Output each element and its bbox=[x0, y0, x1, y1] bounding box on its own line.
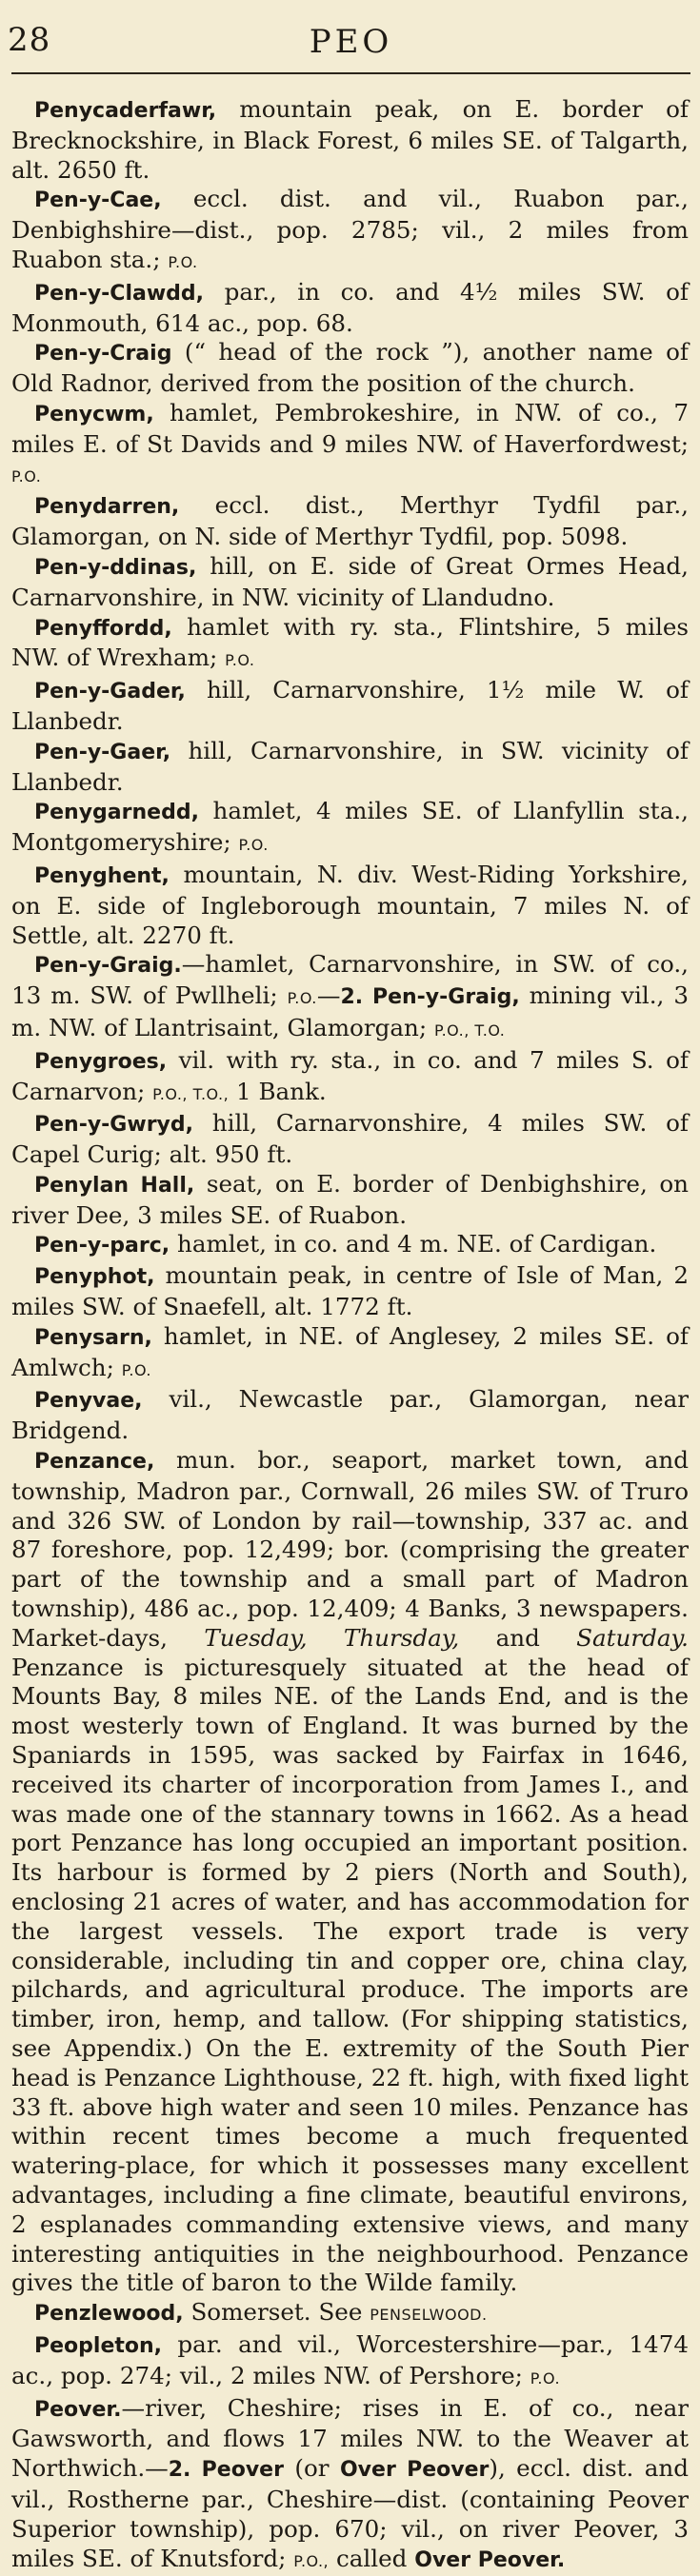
entry-text: ), eccl. dist. and vil., Rostherne par., Cheshire—dist. (containing Peover Superior township), pop. 670; vil., on river Peover, 3 miles SE. of Knutsford; bbox=[11, 2454, 689, 2572]
entry-headword: Pen-y-Clawdd, bbox=[34, 281, 205, 306]
entry-headword: Penzance, bbox=[34, 1450, 155, 1475]
entry-text: P.O., bbox=[293, 2551, 330, 2570]
entry-headword: Pen-y-Gaer, bbox=[34, 740, 171, 764]
entry-text: Saturday. bbox=[576, 1623, 689, 1652]
gazetteer-entry bbox=[11, 278, 689, 339]
gazetteer-entry bbox=[11, 1046, 689, 1110]
entry-headword: Peopleton, bbox=[34, 2333, 163, 2358]
entry-text: mun. bor., seaport, market town, and township, Madron par., Cornwall, 26 miles SW. of Truro and 326 SW. of London by rail—township, 337 ac. and 87 foreshore, pop. 12,499; bor. (comprising the greater part of the township and a small part of Madron township), 486 ac., pop. 12,409; 4 Banks, 3 newspapers. Market-days, bbox=[11, 1446, 689, 1652]
entry-text: seat, on E. border of Denbighshire, on river Dee, 3 miles SE. of Ruabon. bbox=[11, 1169, 690, 1229]
entry-text: P.O. bbox=[121, 1360, 151, 1379]
entry-headword: Penycaderfawr, bbox=[34, 99, 217, 123]
page-title: PEO bbox=[309, 23, 393, 61]
entry-headword: Penyvae, bbox=[34, 1389, 143, 1414]
entry-text: —hamlet, Carnarvonshire, in SW. of co., 13 m. SW. of Pwllheli; bbox=[11, 950, 689, 1010]
entry-headword: Penydarren, bbox=[34, 495, 180, 520]
entry-headword: Pen-y-ddinas, bbox=[34, 555, 197, 580]
gazetteer-entry bbox=[11, 1446, 689, 2298]
gazetteer-entry bbox=[11, 1261, 689, 1322]
entry-text: par., in co. and 4½ miles SW. of Monmouth, 614 ac., pop. 68. bbox=[11, 277, 689, 337]
entry-text: P.O. bbox=[287, 989, 317, 1008]
entry-text: mountain, N. div. West-Riding Yorkshire, on E. side of Ingleborough mountain, 7 miles N. of Settle, alt. 2270 ft. bbox=[11, 860, 689, 949]
entry-headword: 2. Pen-y-Graig, bbox=[340, 985, 520, 1010]
gazetteer-entry bbox=[11, 737, 689, 798]
entry-text: hill, on E. side of Great Ormes Head, Carnarvonshire, in NW. vicinity of Llandudno. bbox=[11, 551, 689, 611]
entry-text: —river, Cheshire; rises in E. of co., near Gawsworth, and flows 17 miles NW. to the Weaver at Northwich.— bbox=[11, 2393, 689, 2483]
entry-text: Somerset. See bbox=[183, 2298, 370, 2327]
entry-headword: Penylan Hall, bbox=[34, 1173, 195, 1198]
gazetteer-entry bbox=[11, 491, 689, 552]
entry-headword: Pen-y-Cae, bbox=[34, 188, 162, 213]
entry-headword: Pen-y-Gader, bbox=[34, 680, 186, 704]
entry-text: — bbox=[316, 981, 341, 1010]
entry-text: mountain peak, in centre of Isle of Man, 2 miles SW. of Snaefell, alt. 1772 ft. bbox=[11, 1261, 689, 1321]
page-header bbox=[8, 0, 690, 69]
gazetteer-entry bbox=[11, 797, 689, 861]
gazetteer-entry bbox=[11, 2394, 689, 2576]
entry-text: P.O., T.O., bbox=[152, 1084, 230, 1103]
entry-headword: Penyphot, bbox=[34, 1265, 155, 1290]
gazetteer-entry bbox=[11, 399, 689, 491]
gazetteer-entry bbox=[11, 950, 689, 1045]
entry-text: called bbox=[329, 2544, 415, 2572]
entry-text: P.O. bbox=[225, 651, 255, 670]
entry-text: Tuesday, Thursday, bbox=[204, 1623, 460, 1652]
entry-headword: Penysarn, bbox=[34, 1325, 152, 1350]
entry-text: hamlet, in co. and 4 m. NE. of Cardigan. bbox=[170, 1230, 657, 1258]
gazetteer-entry bbox=[11, 1170, 689, 1231]
gazetteer-entry bbox=[11, 2330, 689, 2394]
entry-headword: Penyghent, bbox=[34, 863, 170, 888]
entry-text: hamlet, in NE. of Anglesey, 2 miles SE. of Amlwch; bbox=[11, 1321, 689, 1381]
entry-headword: Penycwm, bbox=[34, 402, 154, 426]
entry-text: hamlet, Pembrokeshire, in NW. of co., 7 miles E. of St Davids and 9 miles NW. of Haverfordwest; bbox=[11, 398, 689, 458]
entry-text: mountain peak, on E. border of Brecknockshire, in Black Forest, 6 miles SE. of Talgarth, alt. 2650 ft. bbox=[11, 95, 689, 184]
gazetteer-entry bbox=[11, 1230, 689, 1261]
entry-text: P.O. bbox=[11, 466, 42, 485]
entry-headword: Penzlewood, bbox=[34, 2302, 184, 2327]
entry-text: hill, Carnarvonshire, 1½ mile W. of Llanbedr. bbox=[11, 676, 689, 735]
gazetteer-entry bbox=[11, 95, 689, 185]
gazetteer-entry bbox=[11, 1385, 689, 1446]
entry-text: P.O. bbox=[530, 2368, 561, 2388]
gazetteer-entry bbox=[11, 2298, 689, 2330]
gazetteer-entry bbox=[11, 676, 689, 737]
gazetteer-entry bbox=[11, 861, 689, 950]
gazetteer-entries bbox=[11, 95, 689, 2576]
page-number: 28 bbox=[8, 21, 51, 59]
entry-text: hamlet with ry. sta., Flintshire, 5 miles NW. of Wrexham; bbox=[11, 612, 689, 672]
entry-headword: Penyffordd, bbox=[34, 616, 172, 641]
entry-text: (“ head of the rock ”), another name of Old Radnor, derived from the position of the church. bbox=[11, 338, 689, 398]
entry-headword: Peover. bbox=[34, 2397, 122, 2422]
entry-text: PENSELWOOD. bbox=[370, 2306, 488, 2325]
entry-text: eccl. dist., Merthyr Tydfil par., Glamorgan, on N. side of Merthyr Tydfil, pop. 5098. bbox=[11, 491, 689, 551]
gazetteer-entry bbox=[11, 338, 689, 399]
entry-text: mining vil., 3 m. NW. of Llantrisaint, Glamorgan; bbox=[11, 981, 689, 1041]
entry-text: eccl. dist. and vil., Ruabon par., Denbighshire—dist., pop. 2785; vil., 2 miles from Ruabon sta.; bbox=[11, 185, 689, 273]
entry-text: par. and vil., Worcestershire—par., 1474 ac., pop. 274; vil., 2 miles NW. of Pershore; bbox=[11, 2329, 689, 2389]
entry-headword: Pen-y-Gwryd, bbox=[34, 1113, 193, 1138]
entry-headword: Over Peover bbox=[339, 2458, 490, 2483]
gazetteer-entry bbox=[11, 185, 689, 277]
entry-text: vil. with ry. sta., in co. and 7 miles S. of Carnarvon; bbox=[11, 1045, 689, 1105]
entry-text: (or bbox=[283, 2454, 340, 2483]
entry-text: hamlet, 4 miles SE. of Llanfyllin sta., Montgomeryshire; bbox=[11, 797, 689, 857]
entry-headword: Penygarnedd, bbox=[34, 801, 199, 825]
header-rule bbox=[11, 72, 690, 74]
entry-headword: Pen-y-Graig. bbox=[34, 954, 182, 979]
entry-text: P.O., T.O. bbox=[433, 1020, 506, 1040]
entry-text: hill, Carnarvonshire, 4 miles SW. of Capel Curig; alt. 950 ft. bbox=[11, 1109, 689, 1169]
entry-headword: Over Peover. bbox=[414, 2547, 566, 2572]
entry-headword: 2. Peover bbox=[168, 2458, 284, 2483]
entry-text: and bbox=[459, 1623, 577, 1652]
entry-headword: Pen-y-parc, bbox=[34, 1234, 170, 1258]
entry-text: Penzance is picturesquely situated at the head of Mounts Bay, 8 miles NE. of the Lands End, and is the most westerly town of England. It was burned by the Spaniards in 1595, was sacked by Fairfax in 1646, received its charter of incorporation from James I., and was made one of the stannary towns in 1662. As a head port Penzance has long occupied an important position. Its harbour is formed by 2 piers (North and South), enclosing 21 acres of water, and has accommodation for the largest vessels. The export trade is very considerable, including tin and copper ore, china clay, pilchards, and agricultural produce. The imports are timber, iron, hemp, and tallow. (For shipping statistics, see Appendix.) On the E. extremity of the South Pier head is Penzance Lighthouse, 22 ft. high, with fixed light 33 ft. above high water and seen 10 miles. Penzance has within recent times become a much frequented watering-place, for which it possesses many excellent advantages, including a fine climate, beautiful environs, 2 esplanades commanding extensive views, and many interesting antiquities in the neighbourhood. Penzance gives the title of baron to the Wilde family. bbox=[11, 1653, 689, 2297]
entry-headword: Penygroes, bbox=[34, 1049, 168, 1074]
entry-headword: Pen-y-Craig bbox=[34, 342, 172, 367]
gazetteer-entry bbox=[11, 613, 689, 677]
gazetteer-entry bbox=[11, 1109, 689, 1170]
entry-text: P.O. bbox=[168, 252, 198, 271]
entry-text: 1 Bank. bbox=[229, 1077, 327, 1105]
gazetteer-entry bbox=[11, 552, 689, 613]
gazetteer-entry bbox=[11, 1322, 689, 1386]
entry-text: P.O. bbox=[238, 836, 269, 855]
entry-text: hill, Carnarvonshire, in SW. vicinity of Llanbedr. bbox=[11, 736, 689, 796]
entry-text: vil., Newcastle par., Glamorgan, near Bridgend. bbox=[11, 1385, 689, 1445]
